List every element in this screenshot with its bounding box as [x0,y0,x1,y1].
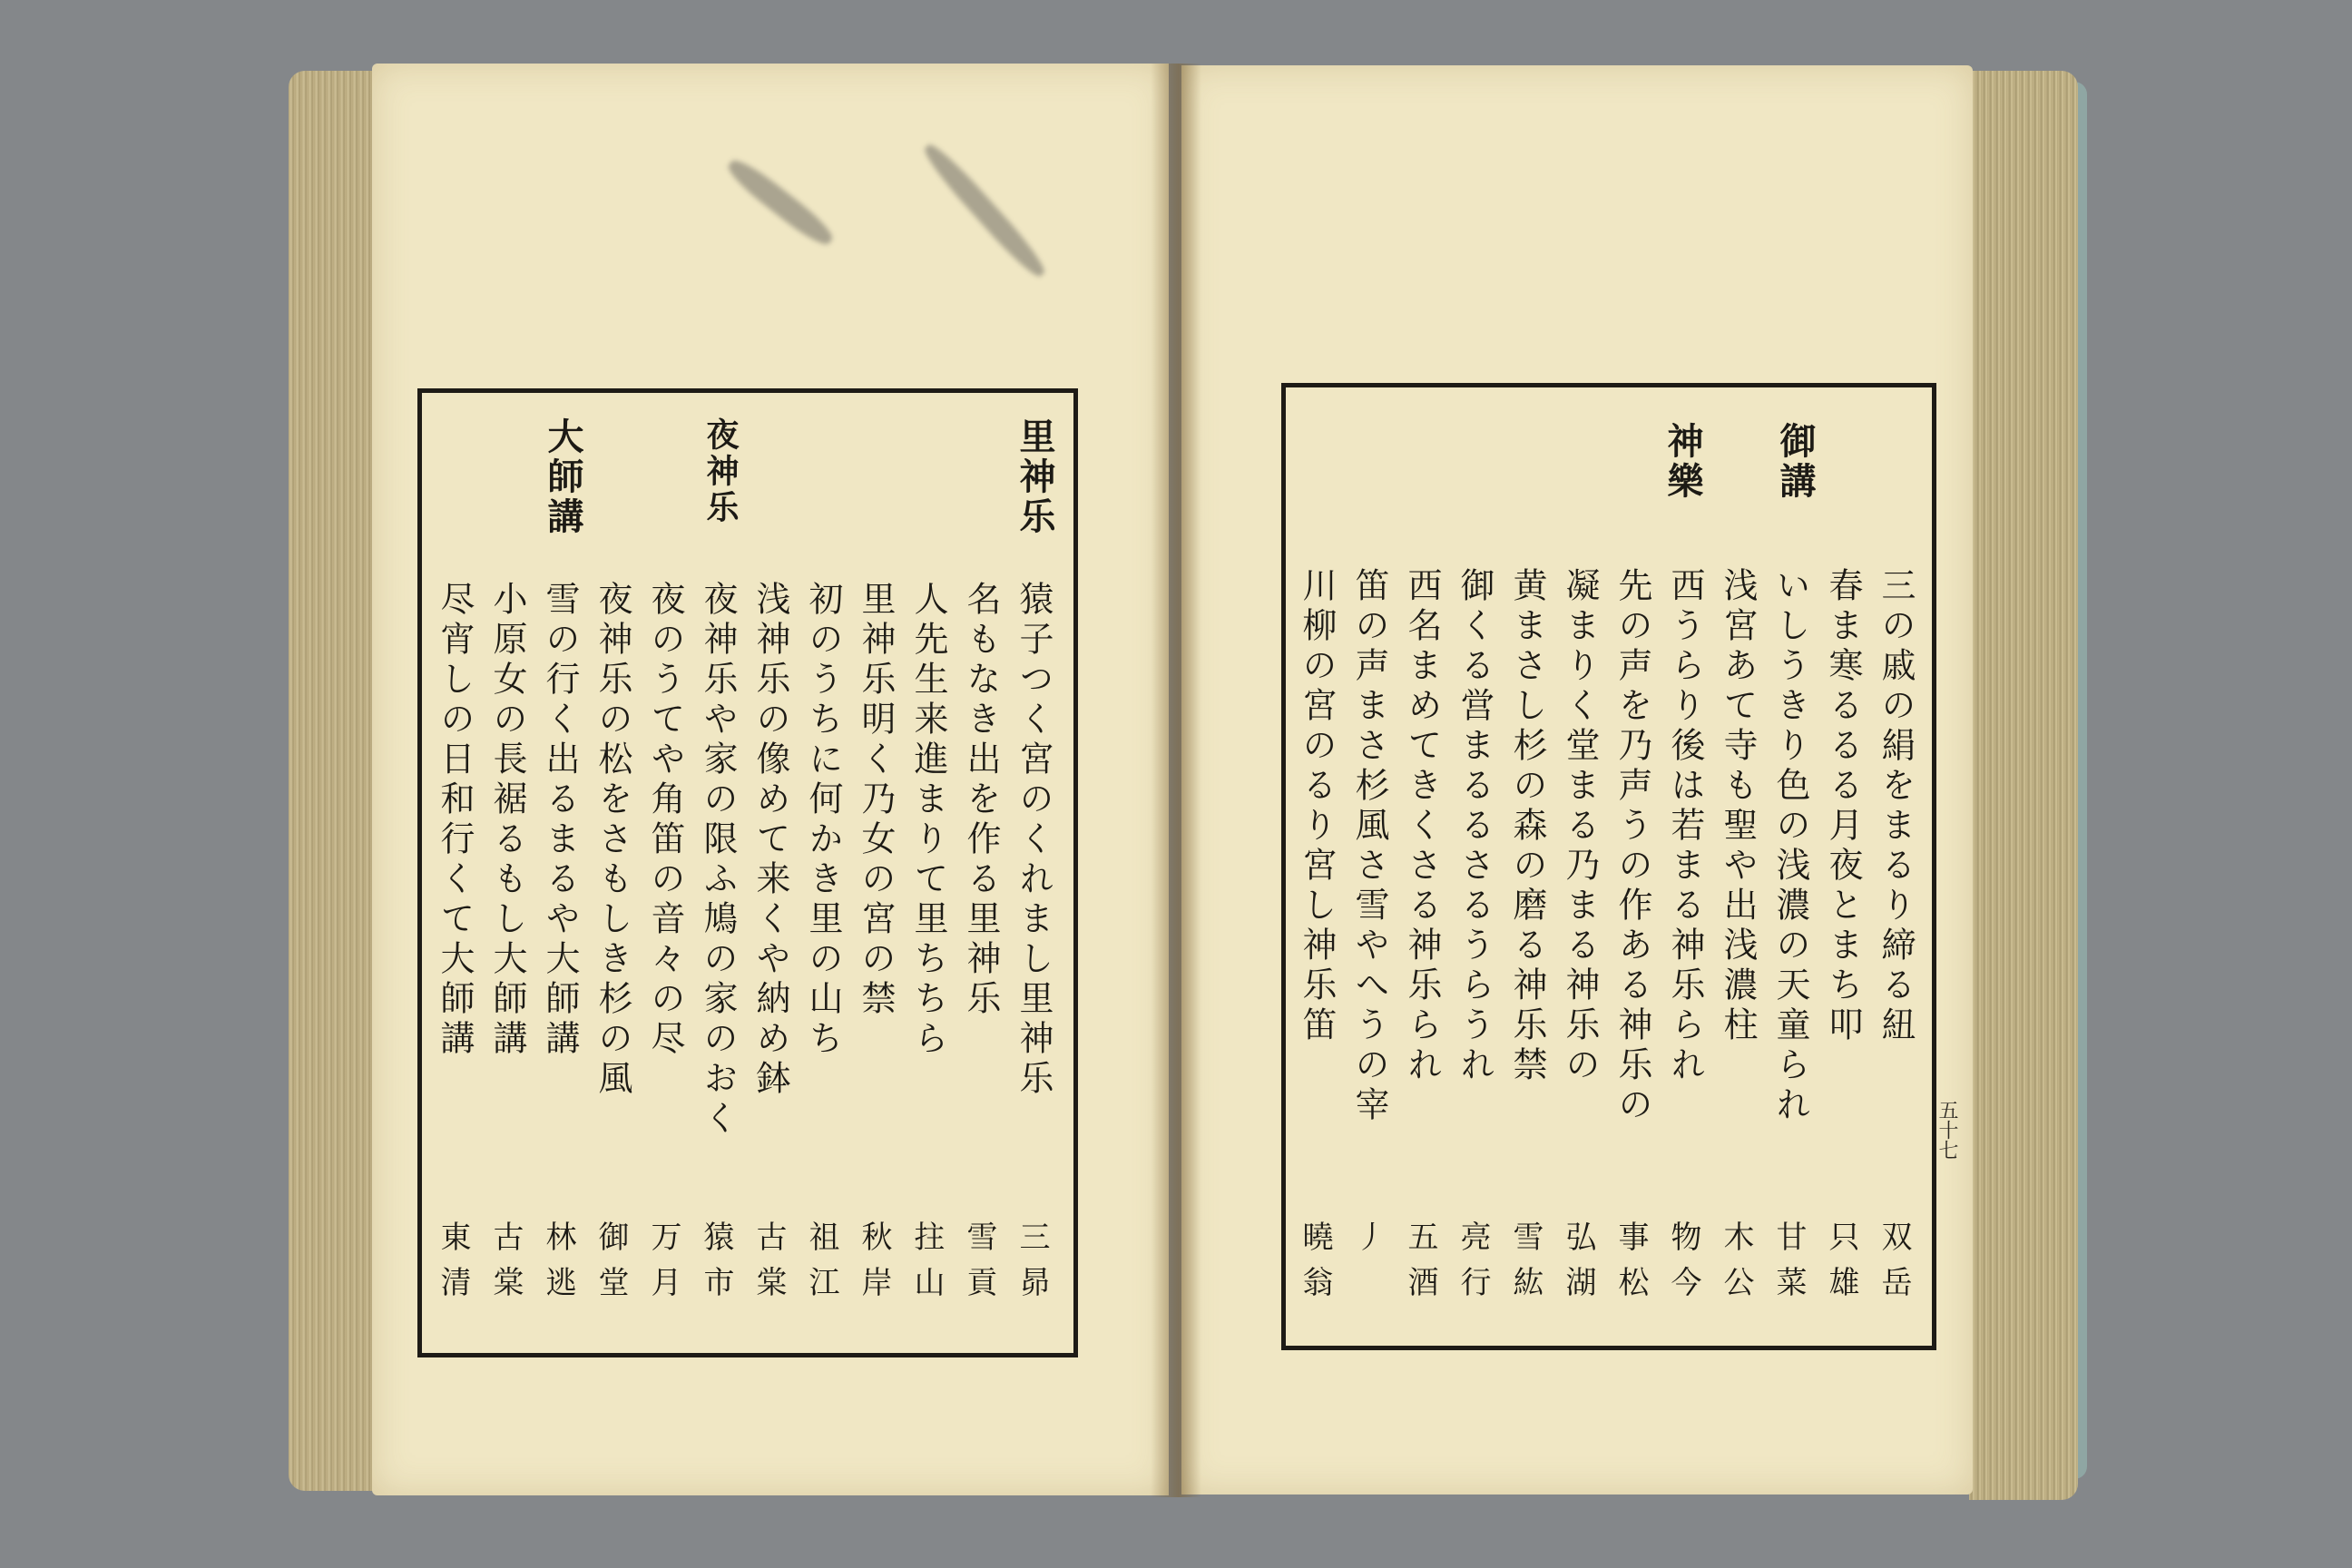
haiku-line: 初のうちに何かき里の山ち [803,581,843,1060]
haiku-line: 夜のうてや角笛の音々の尽 [645,581,685,1060]
poet-name: 丿 [1349,1220,1386,1266]
poet-name: 只雄 [1823,1220,1859,1311]
poet-name: 拄山 [908,1220,945,1311]
poet-name: 物今 [1665,1220,1701,1311]
poet-name: 林逃 [540,1220,576,1311]
poet-name: 弘湖 [1560,1220,1596,1311]
poet-name: 雪貢 [961,1220,997,1311]
poet-name: 曉翁 [1297,1220,1333,1311]
poet-name: 万月 [645,1220,681,1311]
haiku-line: 黄まさし杉の森の磨る神乐禁 [1507,567,1547,1086]
poet-name: 古棠 [487,1220,524,1311]
poet-name: 事松 [1612,1220,1649,1311]
poet-name: 東清 [435,1220,471,1311]
haiku-line: 川柳の宮のるり宮し神乐笛 [1297,567,1337,1046]
haiku-line: 夜神乐や家の限ふ鳩の家のおく [698,581,738,1140]
haiku-line: 人先生来進まりて里ちちら [908,581,948,1060]
poet-name: 祖江 [803,1220,839,1311]
haiku-line: 春ま寒るるる月夜とまち叩 [1823,567,1863,1046]
right-page-edges [1969,71,2078,1500]
haiku-line: 小原女の長裾るもし大師講 [487,581,527,1060]
page-number: 五十七 [1936,1100,1958,1160]
poet-name: 五酒 [1402,1220,1438,1311]
ink-smudge [723,154,838,251]
section-title: 御講 [1774,422,1817,502]
haiku-line: 浅宮あて寺も聖や出浅濃柱 [1718,567,1758,1046]
haiku-line: 雪の行く出るまるや大師講 [540,581,580,1060]
haiku-line: 猿子つく宮のくれまし里神乐 [1014,581,1054,1100]
haiku-line: 凝まりく堂まる乃まる神乐の [1560,567,1600,1086]
haiku-line: 名もなき出を作る里神乐 [961,581,1001,1020]
poet-name: 甘菜 [1770,1220,1807,1311]
haiku-line: 夜神乐の松をさもしき杉の風 [593,581,632,1100]
poet-name: 亮行 [1455,1220,1491,1311]
ink-smudge [919,139,1051,281]
section-title: 大師講 [542,417,584,537]
poet-name: 雪紘 [1507,1220,1544,1311]
haiku-line: 西うらり後は若まる神乐られ [1665,567,1705,1086]
haiku-line: いしうきり色の浅濃の天童られ [1770,567,1810,1126]
haiku-line: 三の戚の絹をまるり締る紐 [1876,567,1916,1046]
poet-name: 御堂 [593,1220,629,1311]
haiku-line: 笛の声まさ杉風さ雪やへうの宰 [1349,567,1389,1126]
poet-name: 猿市 [698,1220,734,1311]
poet-name: 三昴 [1014,1220,1050,1311]
haiku-line: 先の声を乃声うの作ある神乐の [1612,567,1652,1126]
poet-name: 古棠 [750,1220,787,1311]
poet-name: 木公 [1718,1220,1754,1311]
haiku-line: 御くる営まるるさるうらうれ [1455,567,1494,1086]
haiku-line: 尽宵しの日和行くて大師講 [435,581,475,1060]
haiku-line: 里神乐明く乃女の宮の禁 [856,581,896,1020]
left-page-edges [289,71,379,1491]
section-title: 神樂 [1661,422,1704,502]
book-gutter [1151,64,1201,1497]
poet-name: 秋岸 [856,1220,892,1311]
haiku-line: 西名まめてきくさる神乐られ [1402,567,1442,1086]
poet-name: 双岳 [1876,1220,1912,1311]
haiku-line: 浅神乐の像めて来くや納め鉢 [750,581,790,1100]
section-title: 里神乐 [1014,417,1056,537]
section-title: 夜神乐 [701,417,740,526]
